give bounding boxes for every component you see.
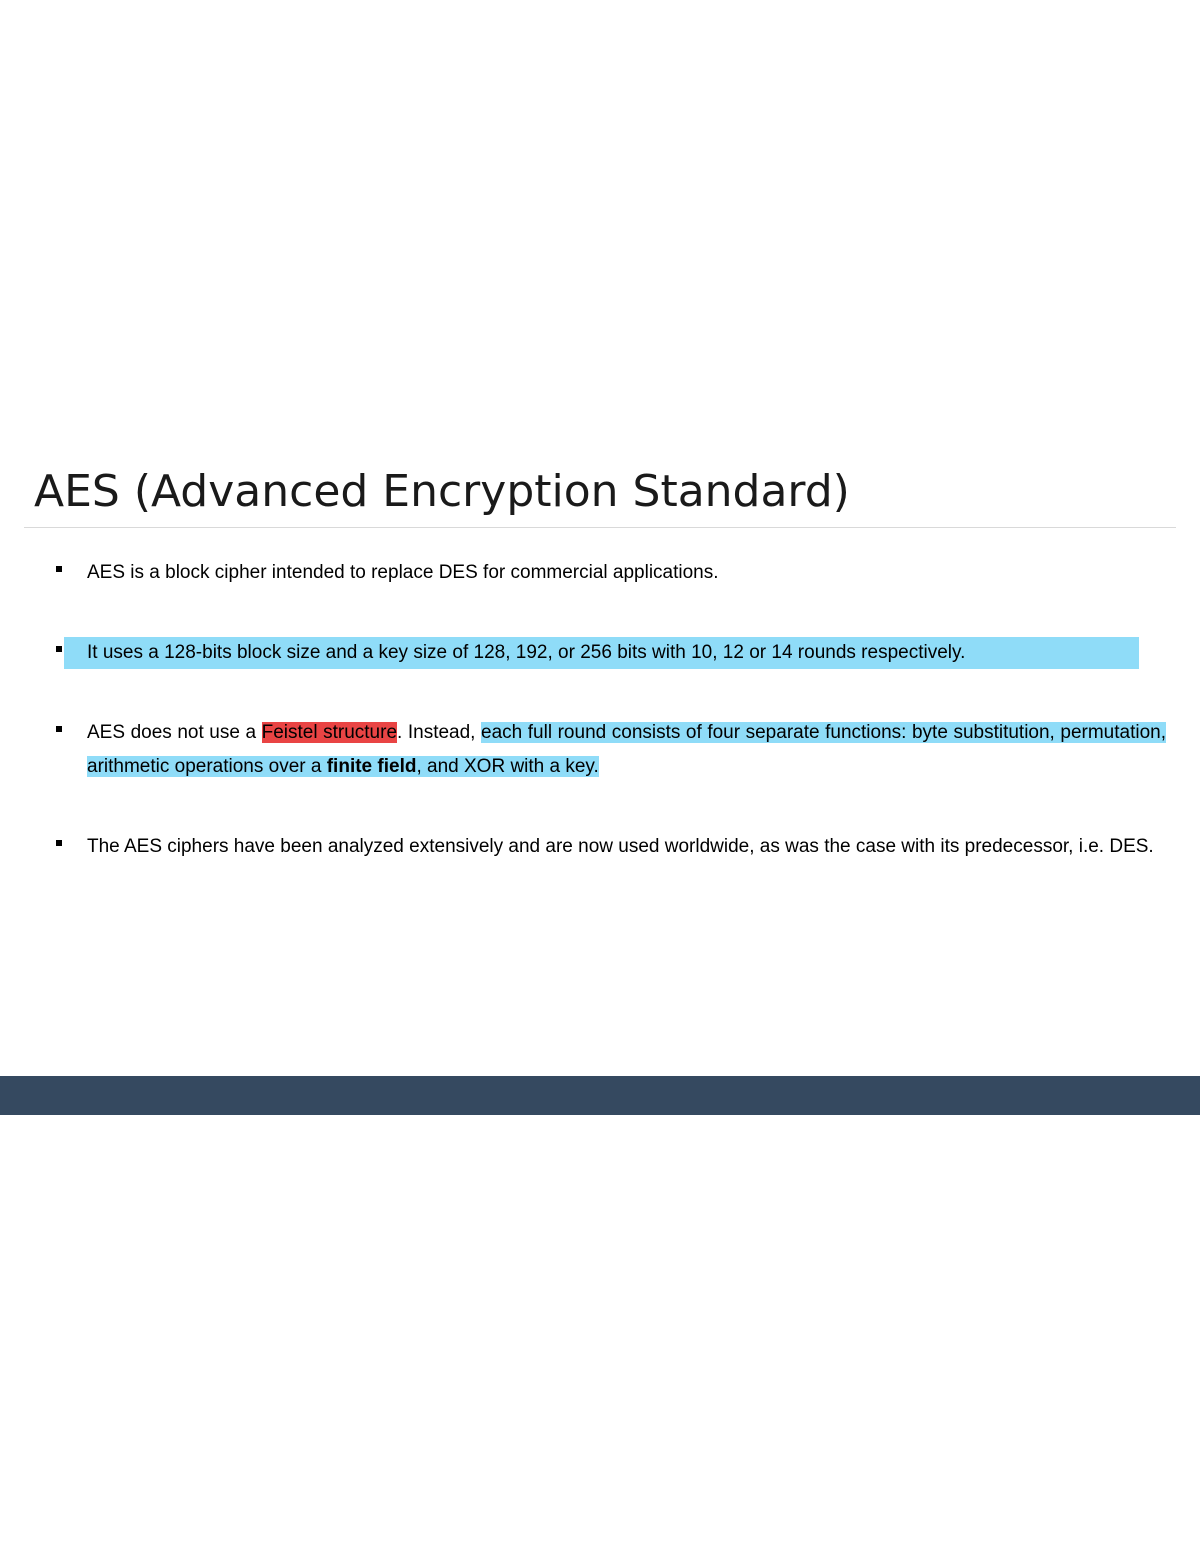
bullet-text: It uses a 128-bits block size and a key size of 128, 192, or 256 bits with 10, 12 or 14 rounds respectively. [87, 642, 966, 663]
bullet-item-3 [56, 716, 1166, 784]
title-divider [24, 527, 1176, 528]
bullet-item-2 [56, 636, 1166, 670]
bullet-text: The AES ciphers have been analyzed extensively and are now used worldwide, as was the case with its predecessor, i.e. DES. [87, 836, 1154, 857]
bullet-text: AES is a block cipher intended to replace DES for commercial applications. [87, 562, 719, 583]
footer-band [0, 1076, 1200, 1115]
bullet-text-lead: AES does not use a [87, 722, 262, 743]
bullet-item-4 [56, 830, 1166, 864]
round-functions-text: each full round consists of four separate functions: byte substitution, permutation, arithmetic operations over a [87, 722, 1166, 777]
bullet-text [87, 716, 1166, 784]
square-bullet-icon [56, 726, 62, 732]
bullet-text-middle: . Instead, [397, 722, 482, 743]
slide-title: AES (Advanced Encryption Standard) [34, 466, 850, 517]
square-bullet-icon [56, 566, 62, 572]
square-bullet-icon [56, 840, 62, 846]
square-bullet-icon [56, 646, 62, 652]
finite-field-term: finite field [326, 756, 417, 777]
round-functions-end: , and XOR with a key. [416, 756, 599, 777]
bullet-item-1 [56, 556, 1166, 590]
feistel-structure-highlight: Feistel structure [261, 722, 398, 743]
